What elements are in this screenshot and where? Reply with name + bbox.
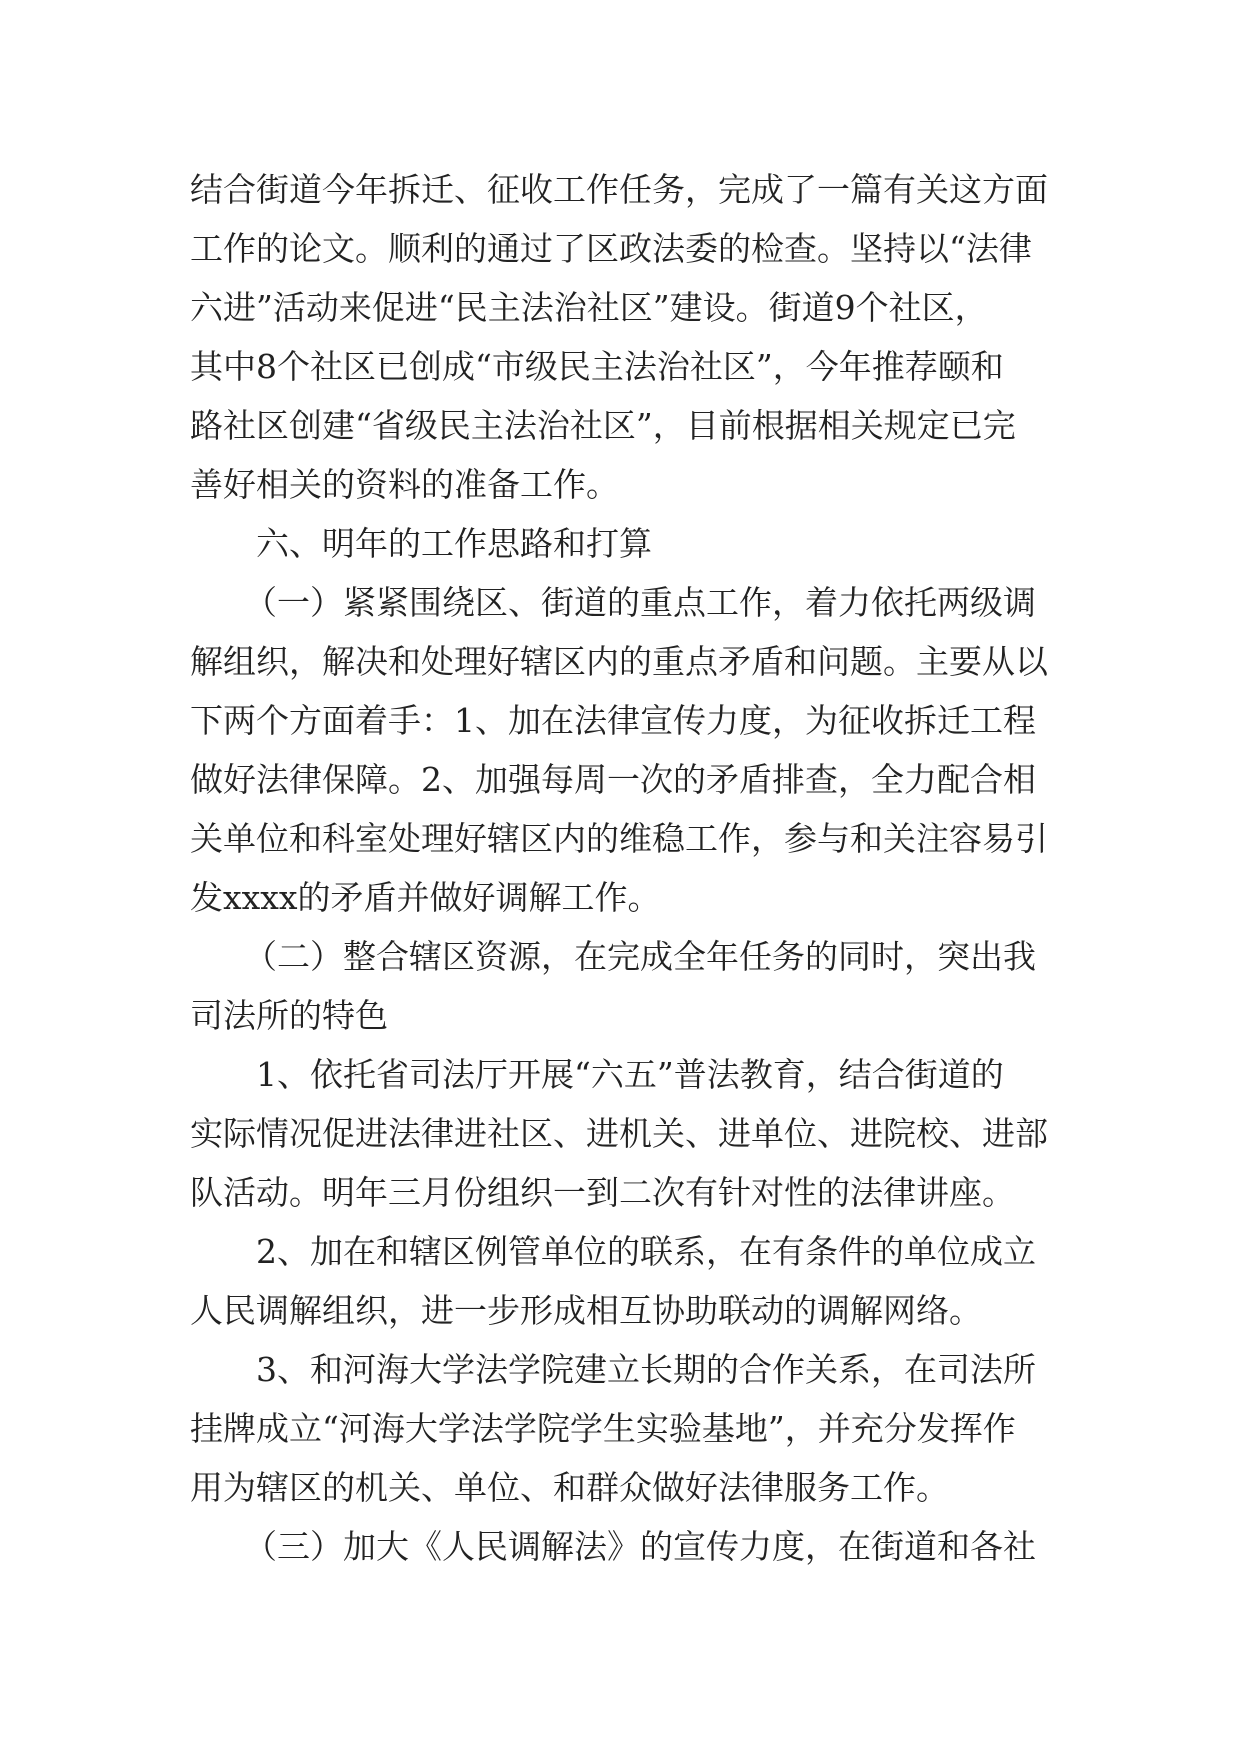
text-line: 解组织，解决和处理好辖区内的重点矛盾和问题。主要从以 — [190, 642, 1048, 681]
section-heading: 六、明年的工作思路和打算 — [256, 524, 652, 563]
text-line: （一）紧紧围绕区、街道的重点工作，着力依托两级调 — [244, 583, 1036, 622]
text-line: 挂牌成立“河海大学法学院学生实验基地”，并充分发挥作 — [190, 1409, 1016, 1448]
text-line: 做好法律保障。2、加强每周一次的矛盾排查，全力配合相 — [190, 760, 1036, 799]
text-line: 路社区创建“省级民主法治社区”，目前根据相关规定已完 — [190, 406, 1016, 445]
text-line: 1、依托省司法厅开展“六五”普法教育，结合街道的 — [256, 1055, 1004, 1094]
text-line: 其中8个社区已创成“市级民主法治社区”，今年推荐颐和 — [190, 347, 1004, 386]
text-line: （二）整合辖区资源，在完成全年任务的同时，突出我 — [244, 937, 1036, 976]
text-line: 下两个方面着手：1、加在法律宣传力度，为征收拆迁工程 — [190, 701, 1036, 740]
text-line: 六进”活动来促进“民主法治社区”建设。街道9个社区， — [190, 288, 988, 327]
text-line: 人民调解组织，进一步形成相互协助联动的调解网络。 — [190, 1291, 982, 1330]
text-line: 2、加在和辖区例管单位的联系，在有条件的单位成立 — [256, 1232, 1036, 1271]
text-line: 结合街道今年拆迁、征收工作任务，完成了一篇有关这方面 — [190, 170, 1048, 209]
text-line: 司法所的特色 — [190, 996, 388, 1035]
text-line: 用为辖区的机关、单位、和群众做好法律服务工作。 — [190, 1468, 949, 1507]
document-body — [190, 160, 1050, 1576]
text-line: 实际情况促进法律进社区、进机关、进单位、进院校、进部 — [190, 1114, 1048, 1153]
text-line: 队活动。明年三月份组织一到二次有针对性的法律讲座。 — [190, 1173, 1015, 1212]
text-line: 善好相关的资料的准备工作。 — [190, 465, 619, 504]
text-line: 工作的论文。顺利的通过了区政法委的检查。坚持以“法律 — [190, 229, 1032, 268]
text-line: 发xxxx的矛盾并做好调解工作。 — [190, 878, 661, 917]
text-line: 3、和河海大学法学院建立长期的合作关系，在司法所 — [256, 1350, 1036, 1389]
text-line: （三）加大《人民调解法》的宣传力度，在街道和各社 — [244, 1527, 1036, 1566]
text-line: 关单位和科室处理好辖区内的维稳工作，参与和关注容易引 — [190, 819, 1048, 858]
